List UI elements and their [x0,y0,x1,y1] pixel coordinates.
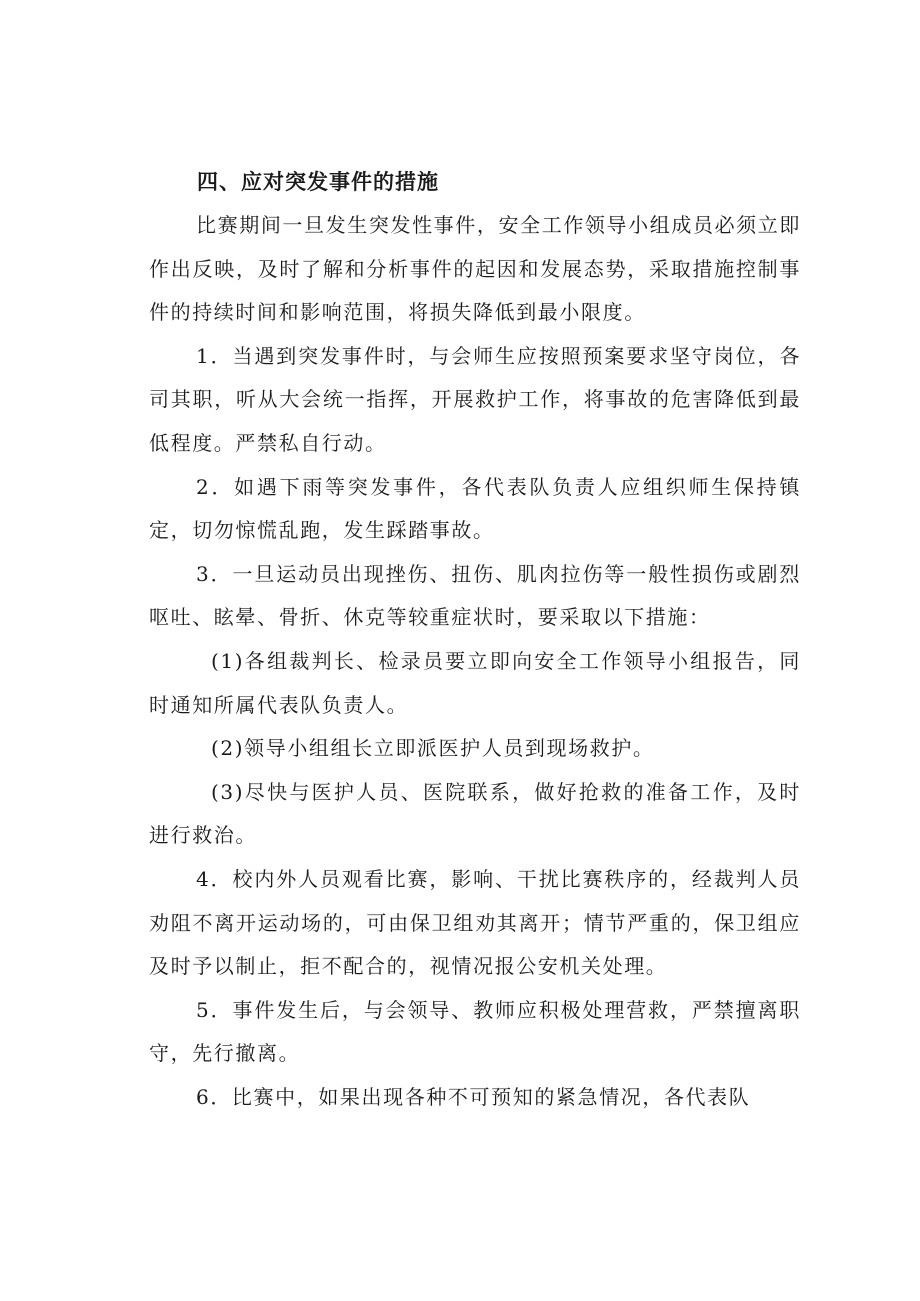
paragraph-item-4: 4．校内外人员观看比赛，影响、干扰比赛秩序的，经裁判人员劝阻不离开运动场的，可由保卫组劝其离开；情节严重的，保卫组应及时予以制止，拒不配合的，视情况报公安机关处理。 [149,866,801,979]
paragraph-item-5: 5．事件发生后，与会领导、教师应积极处理营救，严禁擅离职守，先行撤离。 [149,997,801,1066]
paragraph-intro: 比赛期间一旦发生突发性事件，安全工作领导小组成员必须立即作出反映，及时了解和分析事件的起因和发展态势，采取措施控制事件的持续时间和影响范围，将损失降低到最小限度。 [149,213,801,325]
paragraph-item-3: 3．一旦运动员出现挫伤、扭伤、肌肉拉伤等一般性损伤或剧烈呕吐、眩晕、骨折、休克等较重症状时，要采取以下措施： [149,561,801,630]
section-heading: 四、应对突发事件的措施 [197,170,439,194]
paragraph-subitem-2: (2)领导小组组长立即派医护人员到现场救护。 [211,736,655,761]
paragraph-item-2: 2．如遇下雨等突发事件，各代表队负责人应组织师生保持镇定，切勿惊慌乱跑，发生踩踏事故。 [149,474,801,543]
paragraph-subitem-1: (1)各组裁判长、检录员要立即向安全工作领导小组报告，同时通知所属代表队负责人。 [149,648,801,717]
paragraph-item-6: 6．比赛中，如果出现各种不可预知的紧急情况，各代表队 [196,1084,751,1109]
document-body [149,160,801,1119]
paragraph-item-1: 1．当遇到突发事件时，与会师生应按照预案要求坚守岗位，各司其职，听从大会统一指挥，开展救护工作，将事故的危害降低到最低程度。严禁私自行动。 [149,343,801,455]
paragraph-subitem-3: (3)尽快与医护人员、医院联系，做好抢救的准备工作，及时进行救治。 [149,779,801,848]
